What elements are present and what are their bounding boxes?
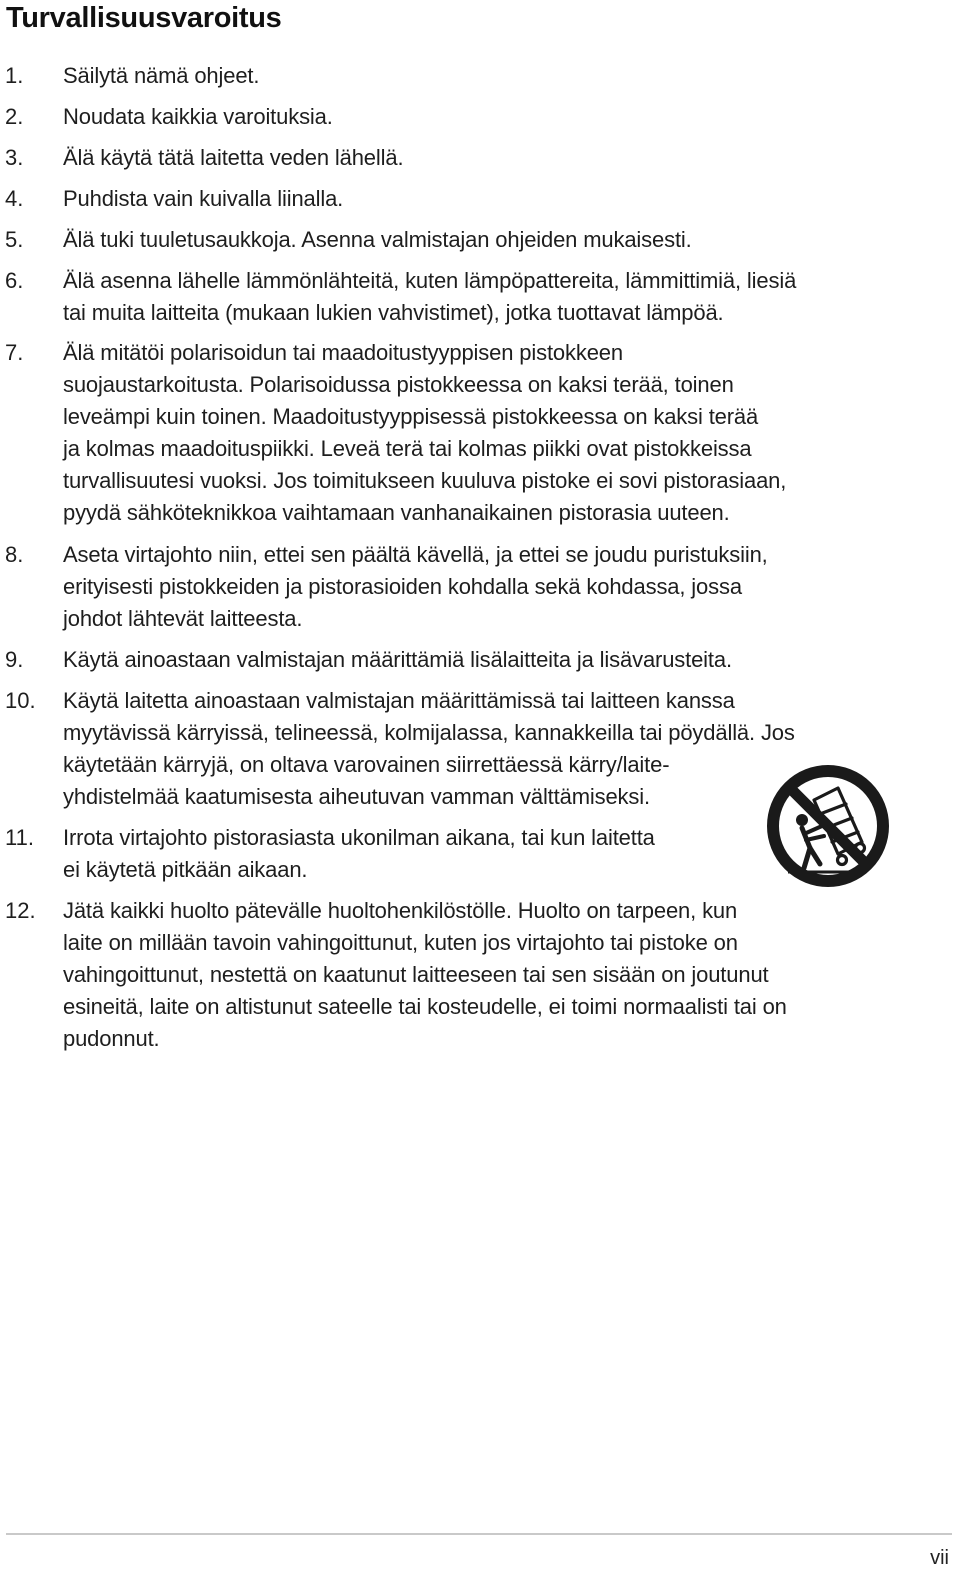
item-number: 2. (5, 104, 24, 129)
page-number: vii (930, 1547, 949, 1569)
item-number: 1. (5, 63, 24, 88)
item-number: 6. (5, 268, 24, 293)
item-text: Käytä laitetta ainoastaan valmistajan määrittämissä tai laitteen kanssa myytävissä kärryissä, telineessä, kolmijalassa, kannakkeilla tai pöydällä. Jos käytetään kärryjä, on oltava varovainen siirrettäessä kärry/laite- yhdistelmää kaatumisesta aiheutuvan vamman välttämiseksi. (63, 688, 795, 809)
item-number: 7. (5, 340, 24, 365)
item-number: 12. (5, 898, 36, 923)
item-text: Älä mitätöi polarisoidun tai maadoitustyyppisen pistokkeen suojaustarkoitusta. Polarisoidussa pistokkeessa on kaksi terää, toinen leveämpi kuin toinen. Maadoitustyyppisessä pistokkeessa on kaksi terää ja kolmas maadoituspiikki. Leveä terä tai kolmas piikki ovat pistokkeissa turvallisuutesi vuoksi. Jos toimitukseen kuuluva pistoke ei sovi pistorasiaan, pyydä sähköteknikkoa vaihtamaan vanhanaikainen pistorasia uuteen. (63, 340, 787, 525)
page-title: Turvallisuusvaroitus (6, 2, 282, 34)
item-text: Aseta virtajohto niin, ettei sen päältä kävellä, ja ettei se joudu puristuksiin, erityisesti pistokkeiden ja pistorasioiden kohdalla sekä kohdassa, jossa johdot lähtevät laitteesta. (63, 542, 768, 631)
item-number: 9. (5, 647, 24, 672)
item-text: Säilytä nämä ohjeet. (63, 63, 260, 88)
item-text: Jätä kaikki huolto pätevälle huoltohenkilöstölle. Huolto on tarpeen, kun laite on millään tavoin vahingoittunut, kuten jos virtajohto tai pistoke on vahingoittunut, nestettä on kaatunut laitteeseen tai sen sisään on joutunut esineitä, laite on altistunut sateelle tai kosteudelle, ei toimi normaalisti tai on pudonnut. (63, 898, 787, 1051)
cart-tip-over-warning-icon (766, 764, 890, 888)
item-number: 8. (5, 542, 24, 567)
item-number: 10. (5, 688, 36, 713)
item-number: 4. (5, 186, 24, 211)
item-text: Noudata kaikkia varoituksia. (63, 104, 333, 129)
item-text: Älä käytä tätä laitetta veden lähellä. (63, 145, 404, 170)
item-number: 11. (5, 825, 34, 850)
item-text: Käytä ainoastaan valmistajan määrittämiä lisälaitteita ja lisävarusteita. (63, 647, 732, 672)
footer-divider (6, 1533, 952, 1535)
item-number: 3. (5, 145, 24, 170)
item-text: Älä asenna lähelle lämmönlähteitä, kuten lämpöpattereita, lämmittimiä, liesiä tai muita laitteita (mukaan lukien vahvistimet), jotka tuottavat lämpöä. (63, 268, 797, 325)
item-number: 5. (5, 227, 24, 252)
item-text: Älä tuki tuuletusaukkoja. Asenna valmistajan ohjeiden mukaisesti. (63, 227, 692, 252)
item-text: Irrota virtajohto pistorasiasta ukonilman aikana, tai kun laitetta ei käytetä pitkään aikaan. (63, 825, 655, 882)
item-text: Puhdista vain kuivalla liinalla. (63, 186, 344, 211)
